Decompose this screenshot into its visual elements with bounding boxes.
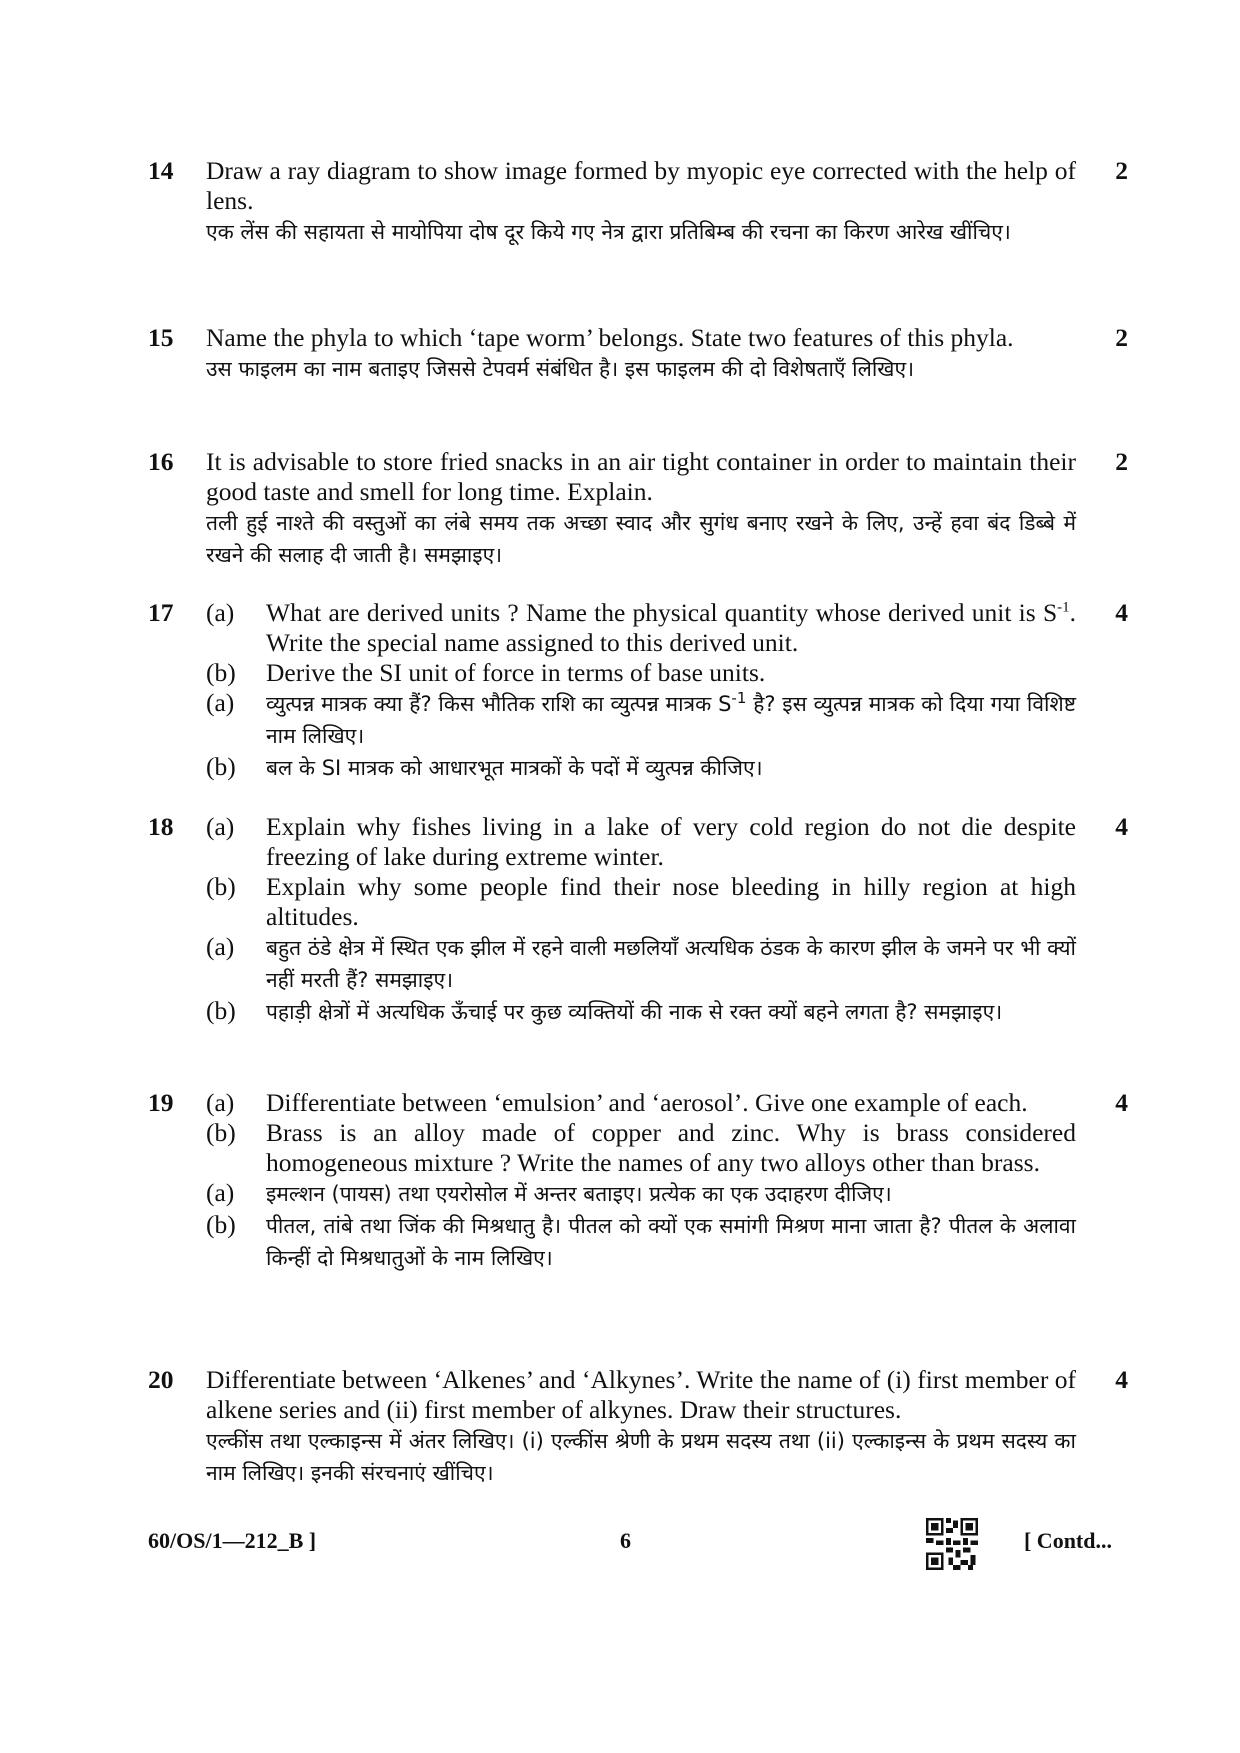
sub-question-text: पहाड़ी क्षेत्रों में अत्यधिक ऊँचाई पर कुछ व्यक्तियों की नाक से रक्त क्यों बहने लगता है? समझाइए। bbox=[266, 1000, 1003, 1024]
question-20 bbox=[148, 1365, 1128, 1489]
question-17 bbox=[148, 598, 1128, 784]
sub-question-label: (b) bbox=[206, 872, 236, 901]
question-number: 20 bbox=[148, 1365, 174, 1394]
sub-question-label: (b) bbox=[206, 1118, 236, 1147]
sub-question bbox=[206, 812, 1076, 872]
question-marks: 2 bbox=[1115, 323, 1128, 352]
sub-question-label: (b) bbox=[206, 1210, 236, 1239]
sub-question-text: बहुत ठंडे क्षेत्र में स्थित एक झील में रहने वाली मछलियाँ अत्यधिक ठंडक के कारण झील के जमने पर भी क्यों नहीं मरती हैं? समझाइए। bbox=[266, 936, 1076, 992]
sub-question-label: (a) bbox=[206, 812, 235, 841]
question-text-english: Name the phyla to which ‘tape worm’ belongs. State two features of this phyla. bbox=[206, 323, 1014, 352]
question-text-english: Draw a ray diagram to show image formed by myopic eye corrected with the help of lens. bbox=[206, 156, 1076, 215]
question-number: 16 bbox=[148, 447, 174, 476]
sub-question-label: (a) bbox=[206, 688, 235, 717]
sub-question-text: इमल्शन (पायस) तथा एयरोसोल में अन्तर बताइए। प्रत्येक का एक उदाहरण दीजिए। bbox=[266, 1182, 892, 1206]
sub-question-hindi bbox=[206, 752, 1076, 784]
sub-question-label: (b) bbox=[206, 752, 236, 781]
question-number: 19 bbox=[148, 1088, 174, 1117]
question-text-english: It is advisable to store fried snacks in an air tight container in order to maintain their good taste and smell for long time. Explain. bbox=[206, 447, 1076, 506]
question-19 bbox=[148, 1088, 1128, 1274]
question-marks: 2 bbox=[1115, 447, 1128, 476]
sub-question-label: (a) bbox=[206, 1088, 235, 1117]
question-number: 14 bbox=[148, 156, 174, 185]
sub-question-text: Derive the SI unit of force in terms of base units. bbox=[266, 658, 766, 687]
sub-question-text: Explain why fishes living in a lake of very cold region do not die despite freezing of lake during extreme winter. bbox=[266, 812, 1076, 871]
question-number: 18 bbox=[148, 812, 174, 841]
question-16 bbox=[148, 447, 1128, 571]
sub-question-label: (b) bbox=[206, 658, 236, 687]
page-number: 6 bbox=[620, 1528, 631, 1553]
question-marks: 4 bbox=[1115, 812, 1128, 841]
question-marks: 4 bbox=[1115, 1088, 1128, 1117]
question-marks: 4 bbox=[1115, 598, 1128, 627]
question-text-hindi: उस फाइलम का नाम बताइए जिससे टेपवर्म संबंधित है। इस फाइलम की दो विशेषताएँ लिखिए। bbox=[206, 357, 915, 381]
sub-question-text: Explain why some people find their nose bleeding in hilly region at high altitudes. bbox=[266, 872, 1076, 931]
sub-question-label: (a) bbox=[206, 1178, 235, 1207]
question-text-english: Differentiate between ‘Alkenes’ and ‘Alkynes’. Write the name of (i) first member of alkene series and (ii) first member of alkynes. Draw their structures. bbox=[206, 1365, 1076, 1424]
sub-question bbox=[206, 1088, 1076, 1118]
sub-question-text: पीतल, तांबे तथा जिंक की मिश्रधातु है। पीतल को क्यों एक समांगी मिश्रण माना जाता है? पीतल के अलावा किन्हीं दो मिश्रधातुओं के नाम लिखिए। bbox=[266, 1214, 1076, 1270]
sub-question-hindi bbox=[206, 1210, 1076, 1274]
sub-question bbox=[206, 872, 1076, 932]
sub-question bbox=[206, 598, 1076, 658]
question-marks: 2 bbox=[1115, 156, 1128, 185]
sub-question-label: (b) bbox=[206, 996, 236, 1025]
sub-question-label: (a) bbox=[206, 598, 235, 627]
question-text-hindi: एल्कींस तथा एल्काइन्स में अंतर लिखिए। (i) एल्कींस श्रेणी के प्रथम सदस्य तथा (ii) एल्काइन्स के प्रथम सदस्य का नाम लिखिए। इनकी संरचनाएं खींचिए। bbox=[206, 1429, 1076, 1485]
sub-question bbox=[206, 658, 1076, 688]
sub-question-label: (a) bbox=[206, 932, 235, 961]
sub-question-hindi bbox=[206, 996, 1076, 1028]
question-15 bbox=[148, 323, 1128, 385]
continued-label: [ Contd... bbox=[1023, 1528, 1112, 1553]
sub-question-text: Brass is an alloy made of copper and zinc. Why is brass considered homogeneous mixture ? Write the names of any two alloys other than brass. bbox=[266, 1118, 1076, 1177]
qr-code-icon bbox=[926, 1518, 978, 1570]
question-marks: 4 bbox=[1115, 1365, 1128, 1394]
question-number: 17 bbox=[148, 598, 174, 627]
sub-question bbox=[206, 1118, 1076, 1178]
question-text-hindi: तली हुई नाश्ते की वस्तुओं का लंबे समय तक अच्छा स्वाद और सुगंध बनाए रखने के लिए, उन्हें हवा बंद डिब्बे में रखने की सलाह दी जाती है। समझाइए। bbox=[206, 511, 1076, 567]
sub-question-text: Differentiate between ‘emulsion’ and ‘aerosol’. Give one example of each. bbox=[266, 1088, 1028, 1117]
question-14 bbox=[148, 156, 1128, 248]
sub-question-text: बल के SI मात्रक को आधारभूत मात्रकों के पदों में व्युत्पन्न कीजिए। bbox=[266, 756, 763, 780]
sub-question-hindi bbox=[206, 688, 1076, 752]
paper-code: 60/OS/1—212_B ] bbox=[148, 1528, 317, 1553]
question-text-hindi: एक लेंस की सहायता से मायोपिया दोष दूर किये गए नेत्र द्वारा प्रतिबिम्ब की रचना का किरण आरेख खींचिए। bbox=[206, 220, 1011, 244]
question-18 bbox=[148, 812, 1128, 1028]
sub-question-text: What are derived units ? Name the physical quantity whose derived unit is $S^{-1}$. Write the special name assigned to this derived unit. bbox=[266, 598, 1076, 657]
question-number: 15 bbox=[148, 323, 174, 352]
sub-question-hindi bbox=[206, 932, 1076, 996]
sub-question-text: व्युत्पन्न मात्रक क्या हैं? किस भौतिक राशि का व्युत्पन्न मात्रक $S^{-1}$ है? इस व्युत्पन्न मात्रक को दिया गया विशिष्ट नाम लिखिए। bbox=[266, 689, 1076, 748]
sub-question-hindi bbox=[206, 1178, 1076, 1210]
